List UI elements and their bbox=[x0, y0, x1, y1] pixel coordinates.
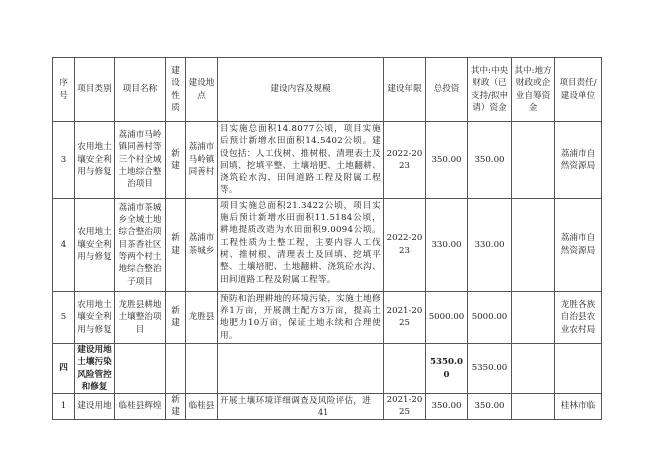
cell-central: 330.00 bbox=[468, 198, 512, 291]
cell-nature: 新建 bbox=[166, 394, 186, 420]
cell-unit bbox=[555, 343, 602, 393]
cell-nature: 新建 bbox=[166, 122, 186, 199]
cell-content: 开展土壤环境详细调查及风险评估，进 bbox=[218, 394, 384, 420]
cell-total: 350.00 bbox=[426, 394, 468, 420]
cell-local bbox=[512, 122, 555, 199]
cell-content: 目实施总面积14.8077公顷，项目实施后预计新增水田面积14.5402公顷。建设包括：人工伐树、推树根、清理表土及回填、挖填平整、土壤培肥、土地翻耕、浇筑砼水沟、田间道路工程及附属工程等。 bbox=[218, 122, 384, 199]
cell-name: 临桂县辉煌 bbox=[115, 394, 166, 420]
header-cell: 项目名称 bbox=[115, 58, 166, 122]
cell-central: 350.00 bbox=[468, 394, 512, 420]
cell-category: 建设用地 bbox=[75, 394, 115, 420]
cell-category: 农用地土壤安全利用与修复 bbox=[75, 198, 115, 291]
cell-location: 荔浦市马岭镇同善村 bbox=[186, 122, 218, 199]
cell-years bbox=[384, 343, 426, 393]
cell-central: 5350.00 bbox=[468, 343, 512, 393]
cell-content: 预防和治理耕地的环境污染，实施土地修养1万亩，开展测土配方3万亩，提高土地肥力10万亩，保证土地永续和合理使用。 bbox=[218, 291, 384, 343]
cell-name: 荔浦市茶城乡全域土地综合整治项目茶香社区等两个村土地综合整治子项目 bbox=[115, 198, 166, 291]
cell-nature: 新建 bbox=[166, 291, 186, 343]
cell-category: 农用地土壤安全利用与修复 bbox=[75, 122, 115, 199]
cell-local bbox=[512, 198, 555, 291]
cell-location: 龙胜县 bbox=[186, 291, 218, 343]
cell-nature bbox=[166, 343, 186, 393]
cell-local bbox=[512, 394, 555, 420]
header-cell: 其中:地方财政或企业自筹资金 bbox=[512, 58, 555, 122]
header-cell: 建设性质 bbox=[166, 58, 186, 122]
cell-content bbox=[218, 343, 384, 393]
cell-years: 2021-2025 bbox=[384, 394, 426, 420]
cell-name bbox=[115, 343, 166, 393]
page-number: 41 bbox=[318, 408, 329, 417]
cell-unit: 龙胜各族自治县农业农村局 bbox=[555, 291, 602, 343]
header-cell: 总投资 bbox=[426, 58, 468, 122]
table-row bbox=[53, 198, 602, 291]
cell-no: 1 bbox=[53, 394, 75, 420]
table-row bbox=[53, 122, 602, 199]
cell-category: 建设用地土壤污染风险管控和修复 bbox=[75, 343, 115, 393]
cell-content: 项目实施总面积21.3422公顷，项目实施后预计新增水田面积11.5184公顷，耕地提质改造为水田面积9.0094公顷。工程性质为土整工程，主要内容人工伐树、推树根、清理表土及回填、挖填平整、土壤培肥、土地翻耕、浇筑砼水沟、田间道路工程及附属工程等。 bbox=[218, 198, 384, 291]
cell-no: 3 bbox=[53, 122, 75, 199]
header-row bbox=[53, 58, 602, 122]
cell-unit: 荔浦市自然资源局 bbox=[555, 198, 602, 291]
cell-total: 350.00 bbox=[426, 122, 468, 199]
cell-years: 2022-2023 bbox=[384, 122, 426, 199]
header-cell: 建设内容及规模 bbox=[218, 58, 384, 122]
cell-central: 5000.00 bbox=[468, 291, 512, 343]
cell-total: 5000.00 bbox=[426, 291, 468, 343]
cell-nature: 新建 bbox=[166, 198, 186, 291]
cell-location: 临桂县 bbox=[186, 394, 218, 420]
header-cell: 建设年限 bbox=[384, 58, 426, 122]
cell-no: 5 bbox=[53, 291, 75, 343]
header-cell: 其中:中央财政（已支持/拟申请）资金 bbox=[468, 58, 512, 122]
header-cell: 序号 bbox=[53, 58, 75, 122]
cell-unit: 桂林市临 bbox=[555, 394, 602, 420]
cell-name: 荔浦市马岭镇同善村等三个村全域土地综合整治项目 bbox=[115, 122, 166, 199]
cell-category: 农用地土壤安全利用与修复 bbox=[75, 291, 115, 343]
cell-central: 350.00 bbox=[468, 122, 512, 199]
cell-unit: 荔浦市自然资源局 bbox=[555, 122, 602, 199]
cell-years: 2021-2025 bbox=[384, 291, 426, 343]
header-cell: 建设地点 bbox=[186, 58, 218, 122]
cell-no: 四 bbox=[53, 343, 75, 393]
cell-total: 330.00 bbox=[426, 198, 468, 291]
header-cell: 项目类别 bbox=[75, 58, 115, 122]
cell-years: 2022-2023 bbox=[384, 198, 426, 291]
cell-name: 龙胜县耕地土壤整治项目 bbox=[115, 291, 166, 343]
section-row bbox=[53, 343, 602, 393]
cell-no: 4 bbox=[53, 198, 75, 291]
project-table bbox=[52, 57, 602, 420]
cell-local bbox=[512, 343, 555, 393]
table-row bbox=[53, 291, 602, 343]
cell-local bbox=[512, 291, 555, 343]
cell-location: 荔浦市茶城乡 bbox=[186, 198, 218, 291]
header-cell: 项目责任/建设单位 bbox=[555, 58, 602, 122]
cell-total: 5350.00 bbox=[426, 343, 468, 393]
cell-location bbox=[186, 343, 218, 393]
